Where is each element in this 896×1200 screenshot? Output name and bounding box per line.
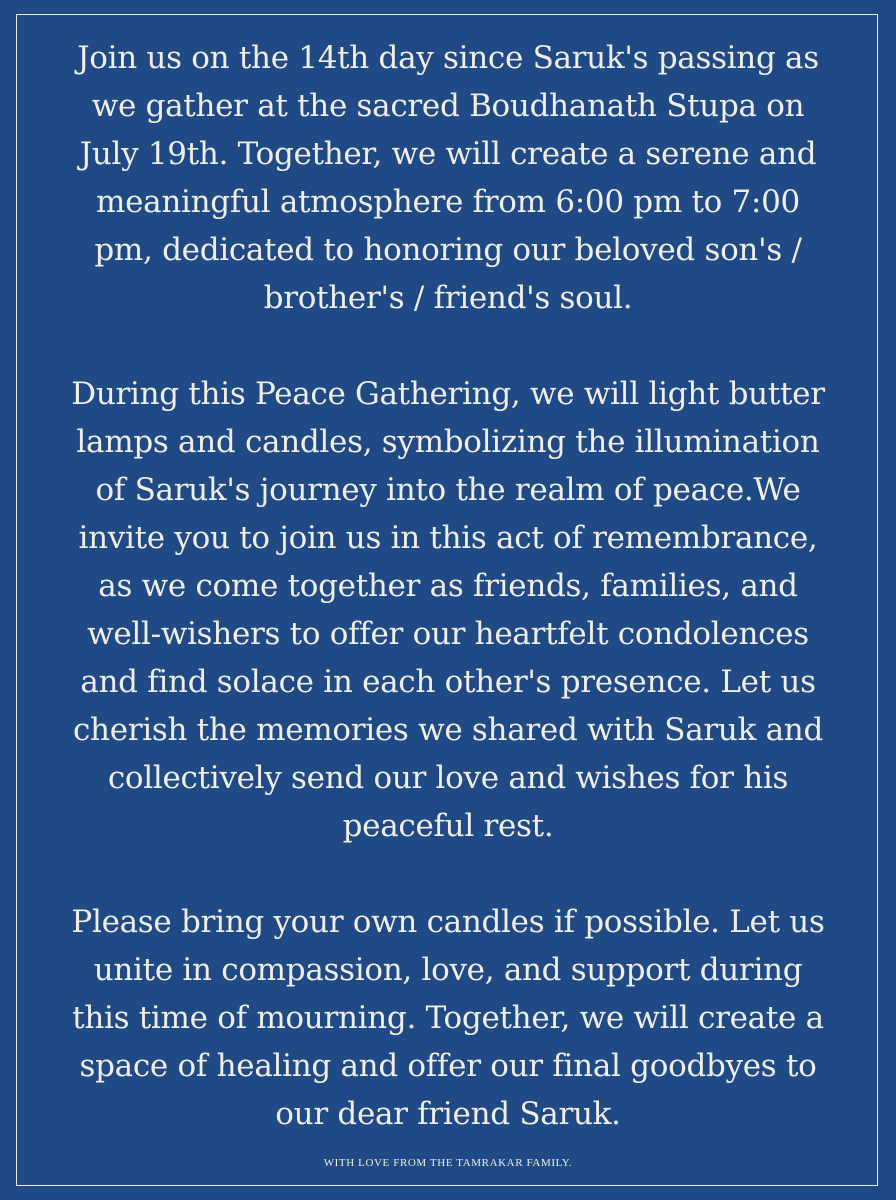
paragraph-candles: Please bring your own candles if possible. Let us unite in compassion, love, and support during this time of mourning. Together, we will create a space of healing and offer our final goodbyes to our dear friend Saruk. [71, 904, 825, 1132]
paragraph-gathering: During this Peace Gathering, we will light butter lamps and candles, symbolizing the illumination of Saruk's journey into the realm of peace.We invite you to join us in this act of remembrance, as we come together as friends, families, and well-wishers to offer our heartfelt condolences and find solace in each other's presence. Let us cherish the memories we shared with Saruk and collectively send our love and wishes for his peaceful rest. [71, 376, 825, 844]
signoff-text: WITH LOVE FROM THE TAMRAKAR FAMILY. [323, 1157, 573, 1169]
invitation-body [70, 34, 826, 1138]
paragraph-intro: Join us on the 14th day since Saruk's passing as we gather at the sacred Boudhanath Stupa on July 19th. Together, we will create a serene and meaningful atmosphere from 6:00 pm to 7:00 pm, dedicated to honoring our beloved son's / brother's / friend's soul. [77, 40, 819, 316]
